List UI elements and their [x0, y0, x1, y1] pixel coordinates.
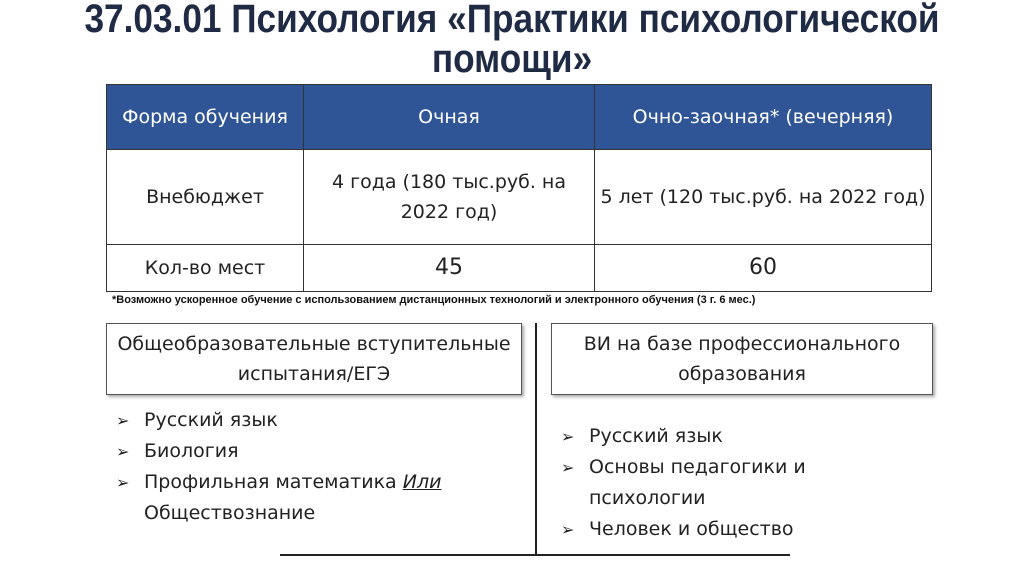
- list-item: ➢ Русский язык: [561, 421, 921, 452]
- list-item: ➢ Человек и общество: [561, 514, 921, 545]
- divider-vertical: [535, 323, 537, 555]
- table-row: [107, 245, 932, 292]
- cell: 4 года (180 тыс.руб. на 2022 год): [304, 150, 595, 245]
- cell: 5 лет (120 тыс.руб. на 2022 год): [595, 150, 932, 245]
- cell: 60: [595, 245, 932, 292]
- footnote: *Возможно ускоренное обучение с использованием дистанционных технологий и электронного обучения (3 г. 6 мес.): [112, 294, 756, 306]
- list-item: ➢ Биология: [116, 436, 516, 467]
- header-full-time: Очная: [304, 85, 595, 150]
- professional-exams-box: ВИ на базе профессионального образования: [551, 323, 933, 395]
- cell: Внебюджет: [107, 150, 304, 245]
- list-item: ➢ Профильная математика Или Обществознание: [116, 467, 516, 529]
- arrow-bullet-icon: ➢: [116, 442, 130, 461]
- cell: 45: [304, 245, 595, 292]
- page-title-line2: помощи»: [431, 37, 593, 81]
- study-forms-table: [106, 84, 932, 292]
- divider-horizontal: [280, 554, 790, 556]
- list-item: ➢ Основы педагогики и психологии: [561, 452, 921, 514]
- list-item: ➢ Русский язык: [116, 405, 516, 436]
- arrow-bullet-icon: ➢: [561, 520, 575, 539]
- cell: Кол-во мест: [107, 245, 304, 292]
- header-part-time: Очно-заочная* (вечерняя): [595, 85, 932, 150]
- arrow-bullet-icon: ➢: [561, 427, 575, 446]
- general-exams-box: Общеобразовательные вступительные испытания/ЕГЭ: [106, 323, 522, 395]
- left-list: [116, 405, 516, 529]
- arrow-bullet-icon: ➢: [561, 458, 575, 477]
- right-list: [561, 421, 921, 545]
- table-row: [107, 150, 932, 245]
- page-title: 37.03.01 Психология «Практики психологической: [84, 0, 940, 41]
- arrow-bullet-icon: ➢: [116, 411, 130, 430]
- header-form: Форма обучения: [107, 85, 304, 150]
- arrow-bullet-icon: ➢: [116, 473, 130, 492]
